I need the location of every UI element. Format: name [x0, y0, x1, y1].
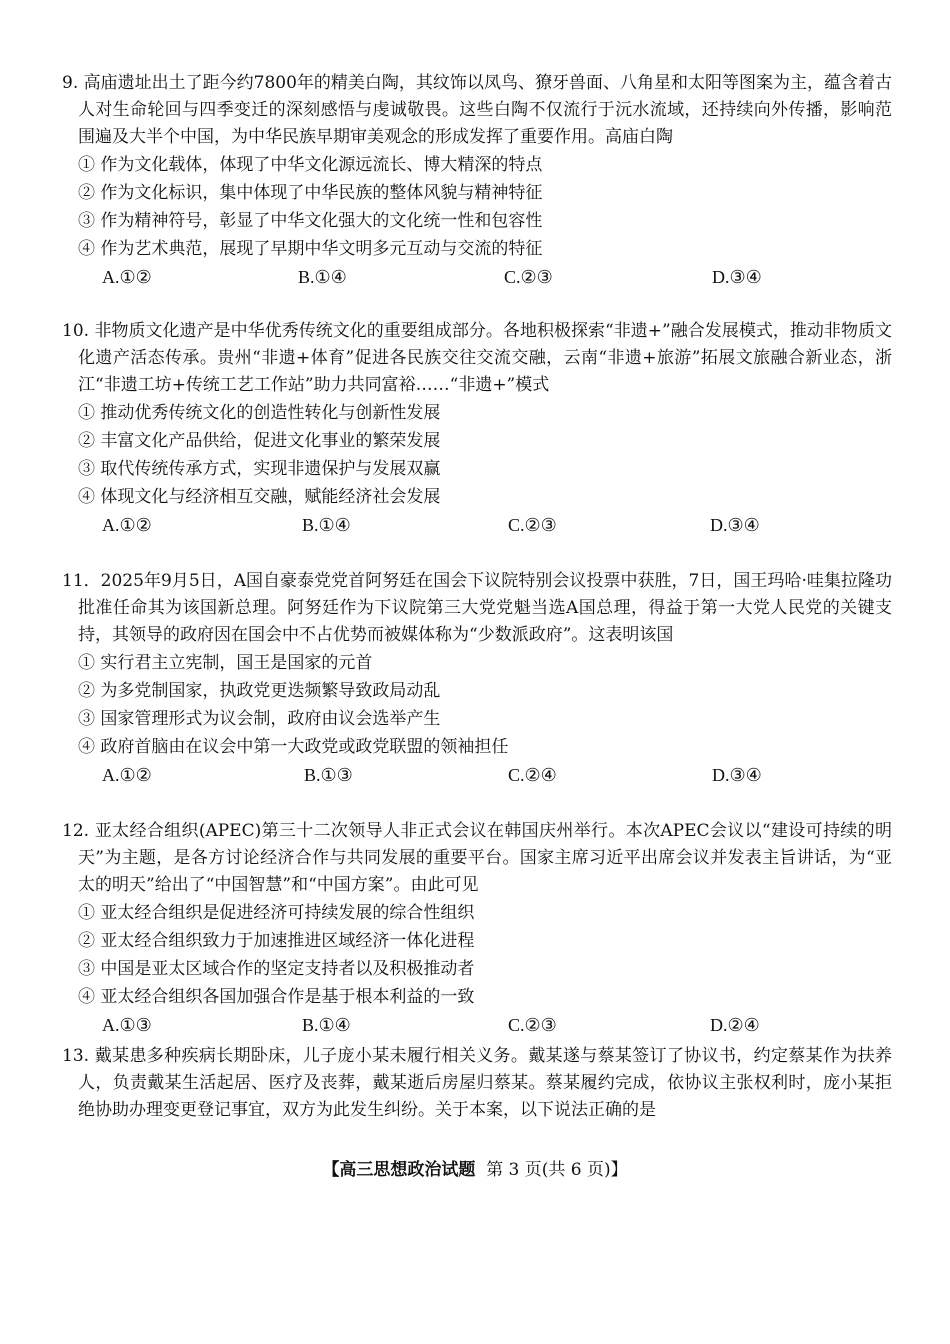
question-stem: 13. 戴某患多种疾病长期卧床，儿子庞小某未履行相关义务。戴某遂与蔡某签订了协议书，约定蔡某作为扶养人，负责戴某生活起居、医疗及丧葬，戴某逝后房屋归蔡某。蔡某履约完成，依协议主张权利时，庞小某拒绝协助办理变更登记事宜，双方为此发生纠纷。关于本案，以下说法正确的是	[62, 1046, 892, 1120]
choice-b: B.①④	[302, 1015, 351, 1035]
choice-b: B.①④	[302, 515, 351, 535]
option-2: ② 丰富文化产品供给，促进文化事业的繁荣发展	[78, 431, 441, 451]
answer-choices	[62, 263, 892, 291]
question-stem: 9. 高庙遗址出土了距今约7800年的精美白陶，其纹饰以凤鸟、獠牙兽面、八角星和太阳等图案为主，蕴含着古人对生命轮回与四季变迁的深刻感悟与虔诚敬畏。这些白陶不仅流行于沅水流域，还持续向外传播，影响范围遍及大半个中国，为中华民族早期审美观念的形成发挥了重要作用。高庙白陶	[62, 73, 892, 147]
question-stem: 11．2025年9月5日，A国自豪泰党党首阿努廷在国会下议院特别会议投票中获胜，7日，国王玛哈·哇集拉隆功批准任命其为该国新总理。阿努廷作为下议院第三大党党魁当选A国总理，得益于第一大党人民党的关键支持，其领导的政府因在国会中不占优势而被媒体称为“少数派政府”。这表明该国	[62, 571, 892, 645]
answer-choices	[62, 1011, 892, 1039]
choice-c: C.②③	[504, 267, 553, 287]
option-1: ① 实行君主立宪制，国王是国家的元首	[78, 653, 373, 673]
option-4: ④ 政府首脑由在议会中第一大政党或政党联盟的领袖担任	[78, 737, 509, 757]
choice-c: C.②③	[508, 1015, 557, 1035]
option-2: ② 亚太经合组织致力于加速推进区域经济一体化进程	[78, 931, 475, 951]
question-stem: 10. 非物质文化遗产是中华优秀传统文化的重要组成部分。各地积极探索“非遗+”融合发展模式，推动非物质文化遗产活态传承。贵州“非遗+体育”促进各民族交往交流交融，云南“非遗+旅游”拓展文旅融合新业态，浙江“非遗工坊+传统工艺工作站”助力共同富裕……“非遗+”模式	[62, 321, 892, 395]
question-10	[62, 318, 892, 539]
option-3: ③ 中国是亚太区域合作的坚定支持者以及积极推动者	[78, 959, 475, 979]
choice-a: A.①③	[102, 1015, 152, 1035]
option-2: ② 为多党制国家，执政党更迭频繁导致政局动乱	[78, 681, 441, 701]
choice-a: A.①②	[102, 765, 152, 785]
choice-a: A.①②	[102, 267, 152, 287]
question-13	[62, 1043, 892, 1124]
footer-page-info: 第 3 页(共 6 页)】	[486, 1160, 628, 1180]
footer-title: 【高三思想政治试题	[322, 1160, 476, 1180]
choice-d: D.③④	[712, 267, 762, 287]
page-footer	[0, 1157, 950, 1183]
choice-d: D.③④	[710, 515, 760, 535]
choice-c: C.②④	[508, 765, 557, 785]
option-1: ① 推动优秀传统文化的创造性转化与创新性发展	[78, 403, 441, 423]
answer-choices	[62, 761, 892, 789]
option-3: ③ 取代传统传承方式，实现非遗保护与发展双赢	[78, 459, 441, 479]
choice-c: C.②③	[508, 515, 557, 535]
choice-b: B.①③	[304, 765, 353, 785]
option-4: ④ 作为艺术典范，展现了早期中华文明多元互动与交流的特征	[78, 239, 543, 259]
choice-a: A.①②	[102, 515, 152, 535]
question-stem: 12. 亚太经合组织(APEC)第三十二次领导人非正式会议在韩国庆州举行。本次APEC会议以“建设可持续的明天”为主题，是各方讨论经济合作与共同发展的重要平台。国家主席习近平出席会议并发表主旨讲话，为“亚太的明天”给出了“中国智慧”和“中国方案”。由此可见	[62, 821, 892, 895]
question-11	[62, 568, 892, 789]
option-1: ① 亚太经合组织是促进经济可持续发展的综合性组织	[78, 903, 475, 923]
option-4: ④ 亚太经合组织各国加强合作是基于根本利益的一致	[78, 987, 475, 1007]
option-3: ③ 作为精神符号，彰显了中华文化强大的文化统一性和包容性	[78, 211, 543, 231]
option-3: ③ 国家管理形式为议会制，政府由议会选举产生	[78, 709, 441, 729]
option-4: ④ 体现文化与经济相互交融，赋能经济社会发展	[78, 487, 441, 507]
choice-d: D.②④	[710, 1015, 760, 1035]
option-2: ② 作为文化标识，集中体现了中华民族的整体风貌与精神特征	[78, 183, 543, 203]
question-9	[62, 70, 892, 291]
choice-b: B.①④	[298, 267, 347, 287]
choice-d: D.③④	[712, 765, 762, 785]
question-12	[62, 818, 892, 1039]
answer-choices	[62, 511, 892, 539]
option-1: ① 作为文化载体，体现了中华文化源远流长、博大精深的特点	[78, 155, 543, 175]
